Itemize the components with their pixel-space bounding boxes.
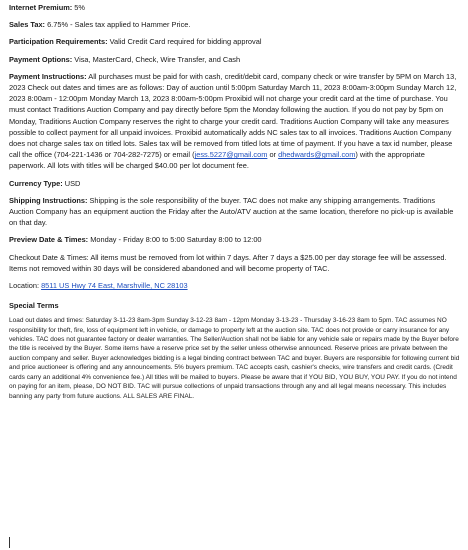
participation-row <box>9 36 460 47</box>
shipping-label: Shipping Instructions: <box>9 195 88 205</box>
text-cursor <box>9 537 10 548</box>
participation-label: Participation Requirements: <box>9 37 108 47</box>
checkout-text: Checkout Date & Times: All items must be removed from lot within 7 days. After 7 days a $25.00 per day storage fee will be assessed. Items not removed within 30 days will be considered abandoned and will become property of TAC. <box>9 252 447 273</box>
payment-instructions-text-2: or <box>267 150 279 160</box>
checkout-paragraph <box>9 252 460 274</box>
preview-label: Preview Date & Times: <box>9 235 89 245</box>
email-link-dhedwards[interactable]: dhedwards@gmail.com <box>278 150 356 160</box>
payment-instructions-label: Payment Instructions: <box>9 71 87 81</box>
shipping-paragraph <box>9 195 460 229</box>
preview-row <box>9 234 460 245</box>
sales-tax-label: Sales Tax: <box>9 20 46 30</box>
location-address-link[interactable]: 8511 US Hwy 74 East, Marshville, NC 28103 <box>41 281 188 291</box>
payment-instructions-text-1: All purchases must be paid for with cash, credit/debit card, company check or wire transfer by 5PM on March 13, 2023 Check out dates and times are as follows: Day of auction until 5:00pm Saturday March 11, 2023 8:00am-3:00pm Sunday March 12, 2023 8:00am - 12:00pm Monday March 13, 2023 8:00am-5:00pm Proxibid will not charge your credit card at the time of purchase. You must contact Traditions Auction Company and pay directly before 5pm the Monday following the auction. If you do not pay by 5pm on Monday, Traditions Auction Company reserves the right to charge your credit card. Traditions Auction Company will take any measures possible to collect payment for all unpaid invoices. Proxibid automatically adds NC sales tax to all invoices. Traditions Auction Company does not charge sales tax on titled lots. Sales tax will be removed from titled lots at time of payment. If you have a tax id number, please call the office (704-221-1436 or 704-282-7275) or email ( <box>9 71 457 160</box>
shipping-value: Shipping is the sole responsibility of the buyer. TAC does not make any shipping arrangements. Traditions Auction Company has an equipment auction the Friday after the Auto/ATV auction at the same location, therefore no pick-up is available on that day. <box>9 195 454 228</box>
special-terms-body: Load out dates and times: Saturday 3-11-23 8am-3pm Sunday 3-12-23 8am - 12pm Monday 3-13-23 - Thursday 3-16-23 8am to 5pm. TAC assumes NO responsibility for theft, fire, loss of equipment left in vehicle, or damage to property left at the auction site. TAC does not provide or carry insurance for any vehicles. TAC does not guarantee factory or dealer warranties. The Seller/Auction shall not be liable for any vehicle sale or repairs made by the Buyer before the title is received by the Buyer. Some items have a reserve price set by the seller unless otherwise announced. Reserve prices are private between the auction company and seller. Buyer acknowledges bidding is a legal binding contract between TAC and buyer. Buyers are responsible for following current bid and price auctioneer is offering and any announcements. 5% buyers premium. TAC accepts cash, cashier's checks, wire transfers and credit cards. (Credit cards carry an additional 4% convenience fee.) All titles will be mailed to buyers. Please be aware that if YOU BID, YOU BUY, YOU PAY. If you do not intend on paying for an item, please, DO NOT BID. TAC will pursue collections of unpaid transactions through any and all legal means necessary. This includes banning any party from future auctions. ALL SALES ARE FINAL. <box>9 317 460 400</box>
sales-tax-value: 6.75% - Sales tax applied to Hammer Price. <box>45 20 191 30</box>
special-terms-heading: Special Terms <box>9 301 59 311</box>
internet-premium-row <box>9 2 460 13</box>
payment-options-value: Visa, MasterCard, Check, Wire Transfer, and Cash <box>72 54 241 64</box>
payment-options-row <box>9 54 460 65</box>
location-row <box>9 280 460 291</box>
email-link-jess[interactable]: jess.5227@gmail.com <box>194 150 268 160</box>
internet-premium-label: Internet Premium: <box>9 3 73 12</box>
payment-instructions-text-3: ) with the appropriate paperwork. All lots with titles will be charged $40.00 per lot document fee. <box>9 150 425 171</box>
currency-row <box>9 178 460 189</box>
location-label: Location: <box>9 281 42 291</box>
currency-value: USD <box>62 178 81 188</box>
payment-options-label: Payment Options: <box>9 54 73 64</box>
payment-instructions-paragraph <box>9 71 460 172</box>
internet-premium-value: 5% <box>72 3 85 12</box>
preview-value: Monday - Friday 8:00 to 5:00 Saturday 8:00 to 12:00 <box>88 235 262 245</box>
participation-value: Valid Credit Card required for bidding approval <box>107 37 262 47</box>
sales-tax-row <box>9 19 460 30</box>
currency-label: Currency Type: <box>9 178 63 188</box>
